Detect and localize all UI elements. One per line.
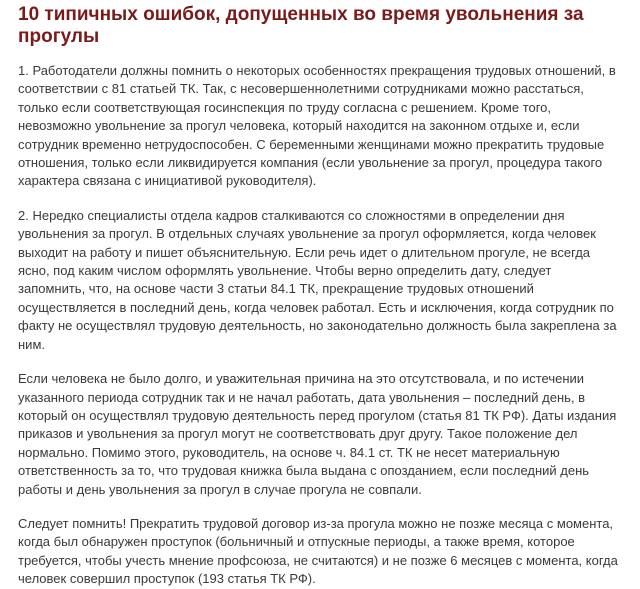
- paragraph-3: Если человека не было долго, и уважительная причина на это отсутствовала, и по истечении указанного периода сотрудник так и не начал работать, дата увольнения – последний день, в который он осуществлял трудовую деятельность перед прогулом (статья 81 ТК РФ). Даты издания приказов и увольнения за прогул могут не соответствовать друг другу. Такое положение дел нормально. Помимо этого, руководитель, на основе ч. 84.1 ст. ТК не несет материальную ответственность за то, что трудовая книжка была выдана с опозданием, если последний день работы и день увольнения за прогул в случае прогула не совпали.: [18, 371, 617, 497]
- paragraph-1: 1. Работодатели должны помнить о некоторых особенностях прекращения трудовых отношений, в соответствии с 81 статьей ТК. Так, с несовершеннолетними сотрудниками можно расстаться, только если соответствующая госинспекция по труду согласна с решением. Кроме того, невозможно увольнение за прогул человека, который находится на законном отдыхе и, если сотрудник временно нетрудоспособен. С беременными женщинами можно прекратить трудовые отношения, только если ликвидируется компания (если увольнение за прогул, процедура такого характера связана с инициативой руководителя).: [18, 63, 616, 189]
- article-body: [18, 62, 622, 589]
- paragraph-2: 2. Нередко специалисты отдела кадров сталкиваются со сложностями в определении дня увольнения за прогул. В отдельных случаях увольнение за прогул оформляется, когда человек выходит на работу и пишет объяснительную. Если речь идет о длительном прогуле, не всегда ясно, под каким числом оформлять увольнение. Чтобы верно определить дату, следует запомнить, что, на основе части 3 статьи 84.1 ТК, прекращение трудовых отношений осуществляется в последний день, когда человек работал. Есть и исключения, когда сотрудник по факту не осуществлял трудовую деятельность, но законодательно должность была закреплена за ним.: [18, 207, 617, 352]
- article-title: 10 типичных ошибок, допущенных во время увольнения за прогулы: [18, 4, 584, 47]
- paragraph-4: Следует помнить! Прекратить трудовой договор из-за прогула можно не позже месяца с момента, когда был обнаружен проступок (больничный и отпускные периоды, а также время, которое требуется, чтобы учесть мнение профсоюза, не считаются) и не позже 6 месяцев с момента, когда человек совершил проступок (193 статья ТК РФ).: [18, 515, 618, 587]
